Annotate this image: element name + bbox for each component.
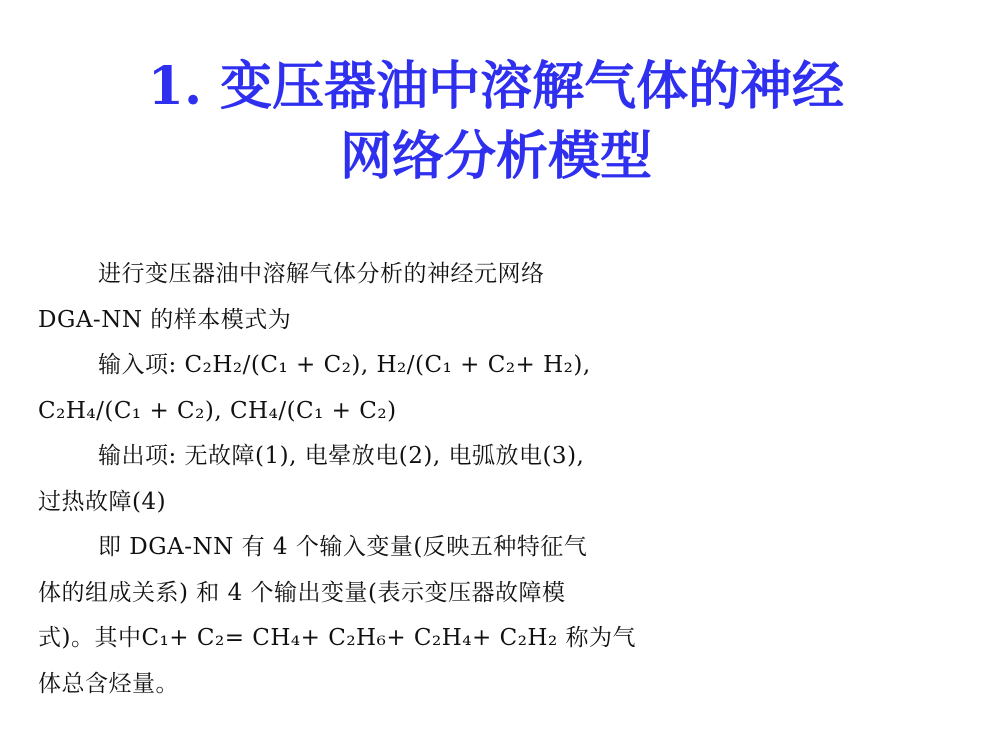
- body-line-1: 进行变压器油中溶解气体分析的神经元网络: [98, 261, 545, 287]
- body-line-7: 即 DGA-NN 有 4 个输入变量(反映五种特征气: [98, 534, 588, 560]
- slide-title-line-1: 1. 变压器油中溶解气体的神经: [147, 56, 845, 117]
- body-line-9: 式)。其中C₁+ C₂= CH₄+ C₂H₆+ C₂H₄+ C₂H₂ 称为气: [38, 625, 636, 651]
- body-paragraphs: [38, 252, 698, 707]
- body-line-6: 过热故障(4): [38, 488, 167, 515]
- body-line-10: 体总含烃量。: [38, 670, 179, 697]
- body-line-3: 输入项: C₂H₂/(C₁ + C₂), H₂/(C₁ + C₂+ H₂),: [98, 352, 591, 378]
- body-line-8: 体的组成关系) 和 4 个输出变量(表示变压器故障模: [38, 579, 566, 606]
- body-line-4: C₂H₄/(C₁ + C₂), CH₄/(C₁ + C₂): [38, 397, 397, 424]
- body-line-5: 输出项: 无故障(1), 电晕放电(2), 电弧放电(3),: [98, 443, 585, 469]
- slide-title: [0, 52, 992, 192]
- slide-title-line-2: 网络分析模型: [339, 126, 652, 187]
- body-line-2: DGA-NN 的样本模式为: [38, 306, 292, 333]
